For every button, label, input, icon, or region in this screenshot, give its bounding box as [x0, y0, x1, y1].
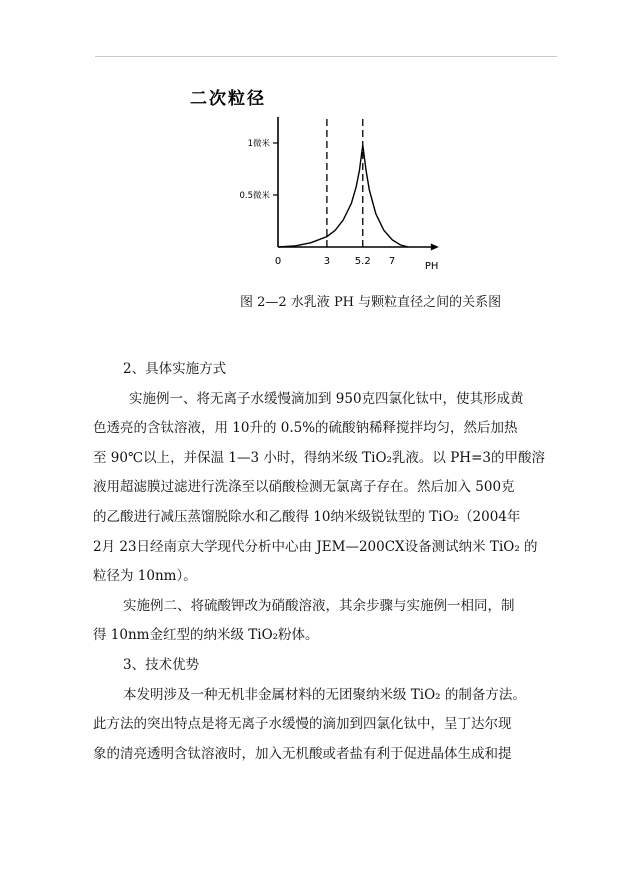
paragraph-line: 得 10nm金红型的纳米级 TiO₂粉体。	[93, 627, 319, 644]
paragraph-line: 粒径为 10nm）。	[93, 568, 197, 585]
paragraph-line: 至 90℃以上，并保温 1—3 小时，得纳米级 TiO₂乳液。以 PH=3的甲酸溶	[93, 449, 545, 466]
y-tick-label: 0.5微米	[239, 191, 270, 201]
figure-chart	[180, 82, 500, 282]
paragraph-line: 象的清亮透明含钛溶液时，加入无机酸或者盐有利于促进晶体生成和提	[93, 745, 512, 762]
x-tick-label: 3	[323, 256, 331, 267]
figure-caption: 图 2—2 水乳液 PH 与颗粒直径之间的关系图	[240, 295, 502, 310]
series-line-particle-size	[278, 145, 408, 247]
section-heading-advantages: 3、技术优势	[123, 656, 200, 673]
paragraph-line: 2月 23日经南京大学现代分析中心由 JEM—200CX设备测试纳米 TiO₂ 的	[93, 538, 538, 555]
chart-title: 二次粒径	[190, 89, 266, 109]
x-tick-label: 7	[388, 256, 396, 267]
x-axis-arrow-icon	[431, 244, 439, 251]
y-tick-label: 1微米	[247, 139, 270, 149]
x-tick-label: 5.2	[354, 256, 371, 267]
chart-svg	[180, 82, 500, 282]
x-tick-label: 0	[274, 256, 282, 267]
paragraph-line: 实施例二、将硫酸钾改为硝酸溶液，其余步骤与实施例一相同，制	[123, 597, 515, 614]
section-heading-implementation: 2、具体实施方式	[123, 361, 227, 377]
x-axis-label: PH	[424, 261, 439, 272]
paragraph-line: 液用超滤膜过滤进行洗涤至以硝酸检测无氯离子存在。然后加入 500克	[93, 479, 515, 496]
paragraph-line: 色透亮的含钛溶液，用 10升的 0.5%的硫酸钠稀释搅拌均匀，然后加热	[93, 420, 518, 437]
paragraph-line: 的乙酸进行减压蒸馏脱除水和乙酸得 10纳米级锐钛型的 TiO₂（2004年	[93, 508, 521, 525]
paragraph-line: 实施例一、将无离子水缓慢滴加到 950克四氯化钛中，使其形成黄	[129, 390, 524, 407]
paragraph-line: 本发明涉及一种无机非金属材料的无团聚纳米级 TiO₂ 的制备方法。	[123, 686, 526, 703]
body-text	[93, 355, 563, 769]
paragraph-line: 此方法的突出特点是将无离子水缓慢的滴加到四氯化钛中，呈丁达尔现	[93, 716, 512, 733]
header-rule	[95, 56, 557, 57]
